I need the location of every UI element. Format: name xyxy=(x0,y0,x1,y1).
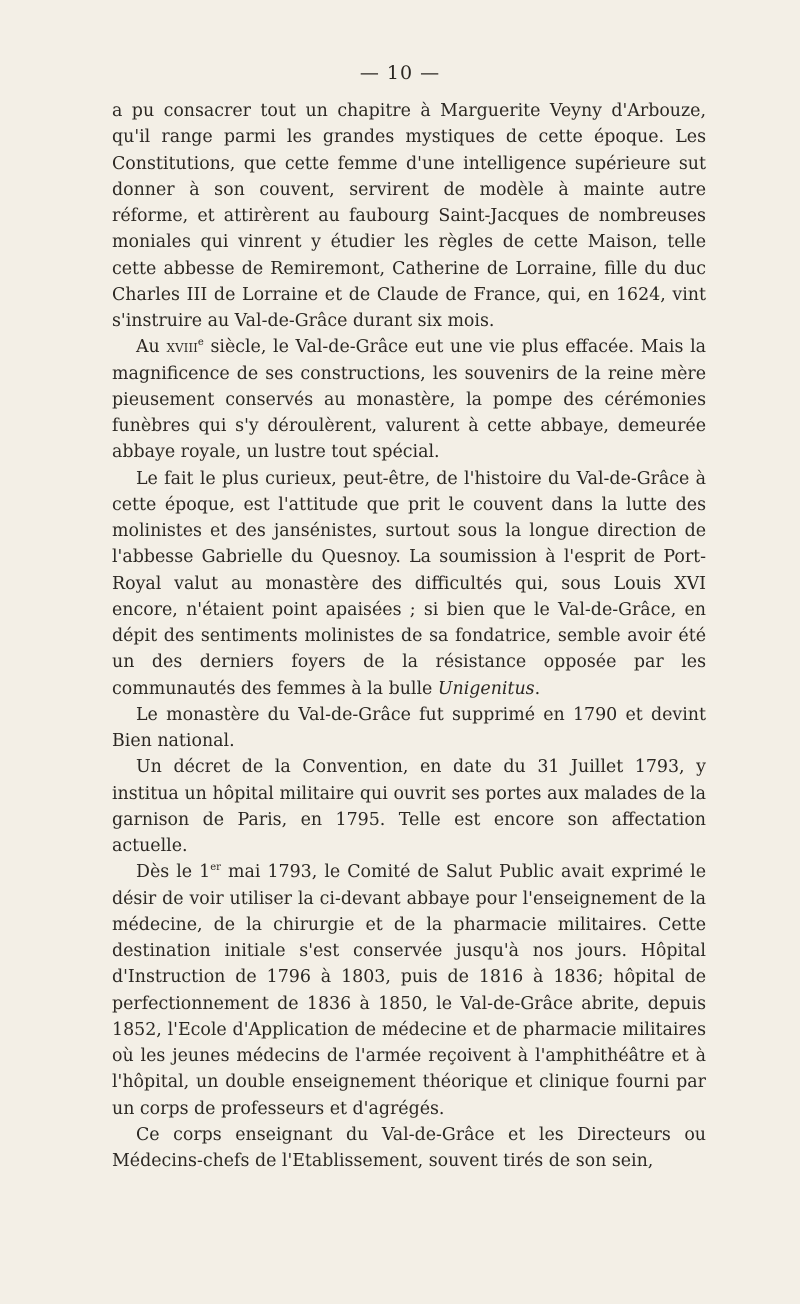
paragraph-5: Un décret de la Convention, en date du 31 Juillet 1793, y institua un hôpital militaire qui ouvrit ses portes aux malades de la garnison de Paris, en 1795. Telle est encore son affectation actuelle. xyxy=(112,757,706,856)
century-suffix: e xyxy=(197,337,204,349)
paragraph-1: a pu consacrer tout un chapitre à Marguerite Veyny d'Arbouze, qu'il range parmi les grandes mystiques de cette époque. Les Constitutions, que cette femme d'une intelligence supérieure sut donner à son couvent, servirent de modèle à mainte autre réforme, et attirèrent au faubourg Saint-Jacques de nombreuses moniales qui vinrent y étudier les règles de cette Maison, telle cette abbesse de Remiremont, Catherine de Lorraine, fille du duc Charles III de Lorraine et de Claude de France, qui, en 1624, vint s'instruire au Val-de-Grâce durant six mois. xyxy=(112,101,706,331)
paragraph-3-end: . xyxy=(534,678,541,699)
paragraph-3 xyxy=(112,466,706,702)
paragraph-4: Le monastère du Val-de-Grâce fut supprimé en 1790 et devint Bien national. xyxy=(112,704,706,751)
paragraph-2 xyxy=(112,334,706,465)
paragraph-2-body: siècle, le Val-de-Grâce eut une vie plus effacée. Mais la magnificence de ses constructions, les souvenirs de la reine mère pieusement conservés au monastère, la pompe des cérémonies funèbres qui s'y déroulèrent, valurent à cette abbaye, demeurée abbaye royale, un lustre tout spécial. xyxy=(112,337,706,463)
paragraph-2-lead: Au xyxy=(136,337,167,358)
bull-title: Unigenitus xyxy=(437,678,535,699)
ordinal-suffix: er xyxy=(210,862,221,874)
page-number: — 10 — xyxy=(359,62,441,84)
body-text xyxy=(112,98,706,1174)
paragraph-6-body: mai 1793, le Comité de Salut Public avait exprimé le désir de voir utiliser la ci-devant abbaye pour l'enseignement de la médecine, de la chirurgie et de la pharmacie militaires. Cette destination initiale s'est conservée jusqu'à nos jours. Hôpital d'Instruction de 1796 à 1803, puis de 1816 à 1836; hôpital de perfectionnement de 1836 à 1850, le Val-de-Grâce abrite, depuis 1852, l'Ecole d'Application de médecine et de pharmacie militaires où les jeunes médecins de l'armée reçoivent à l'amphithéâtre et à l'hôpital, un double enseignement théorique et clinique fourni par un corps de professeurs et d'agrégés. xyxy=(112,862,706,1119)
paragraph-6 xyxy=(112,859,706,1122)
paragraph-6-lead: Dès le 1 xyxy=(136,862,211,883)
century-numeral: xviii xyxy=(166,337,198,358)
paragraph-3-body: Le fait le plus curieux, peut-être, de l'histoire du Val-de-Grâce à cette époque, est l'attitude que prit le couvent dans la lutte des molinistes et des jansénistes, surtout sous la longue direction de l'abbesse Gabrielle du Quesnoy. La soumission à l'esprit de Port-Royal valut au monastère des difficultés qui, sous Louis XVI encore, n'étaient point apaisées ; si bien que le Val-de-Grâce, en dépit des sentiments molinistes de sa fondatrice, semble avoir été un des derniers foyers de la résistance opposée par les communautés des femmes à la bulle xyxy=(112,468,706,699)
paragraph-7: Ce corps enseignant du Val-de-Grâce et les Directeurs ou Médecins-chefs de l'Etablissement, souvent tirés de son sein, xyxy=(112,1124,706,1171)
